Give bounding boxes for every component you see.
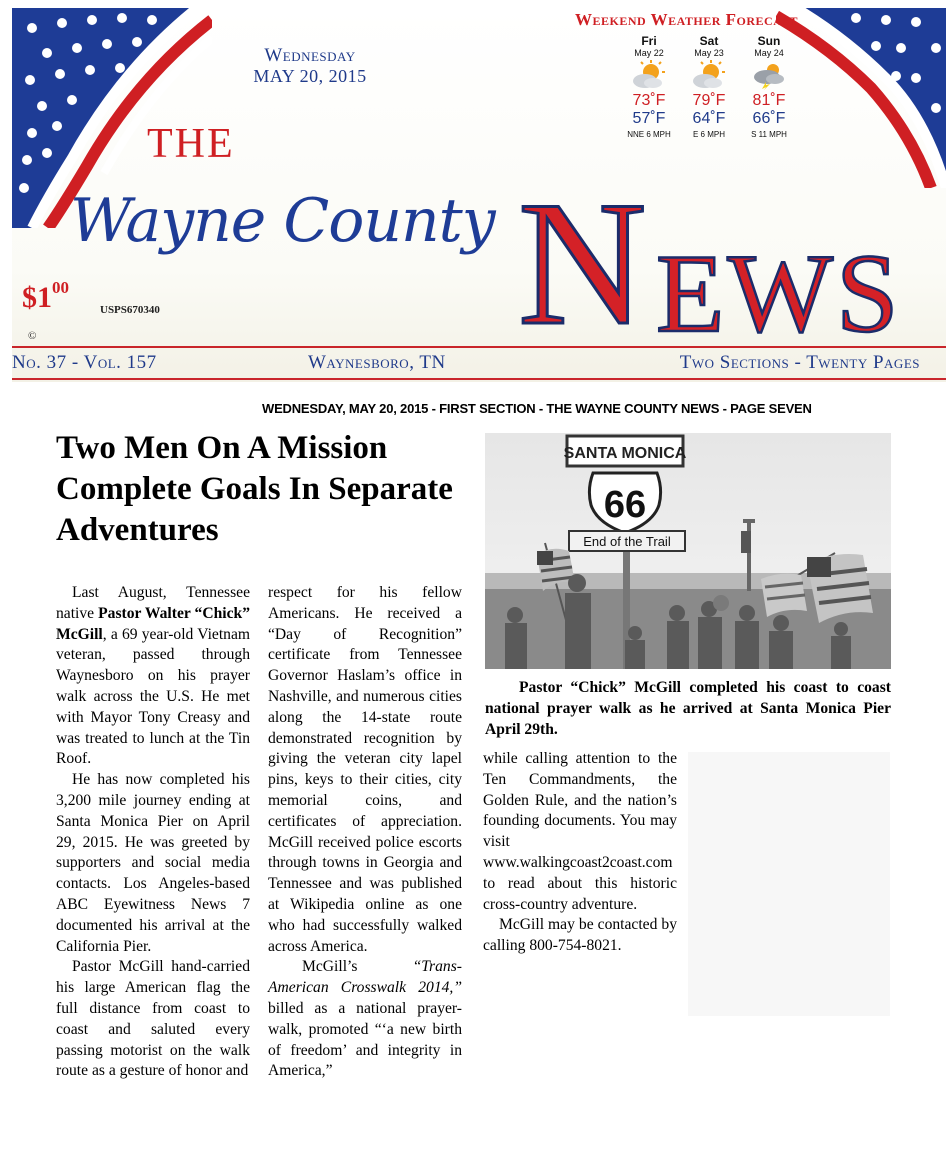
text-run: billed as a national prayer-walk, promoted “‘a new birth of freedom’ and integrity in America,” [268,999,462,1080]
weather-wind: E 6 MPH [692,130,725,139]
faded-article-text [483,1022,891,1160]
weather-day-name: Sun [757,34,781,48]
storm-cloud-icon [751,60,787,90]
article-paragraph: while calling attention to the Ten Commandments, the Golden Rule, and the nation’s founding documents. You may visit www.walkingcoast2coast.com to read about this historic cross-country adventure. [483,750,677,913]
article-paragraph: Pastor McGill hand-carried his large American flag the full distance from coast to coast and saluted every passing motorist on the walk route as a gesture of honor and [56,958,250,1080]
issue-number: No. 37 - Vol. 157 [12,352,157,373]
walk-title: “Trans-American Crosswalk 2014,” [268,958,462,997]
weather-day-fri [619,34,679,139]
weather-wind: NNE 6 MPH [627,130,671,139]
copyright-icon: © [28,330,37,342]
photo-caption: Pastor “Chick” McGill completed his coast to coast national prayer walk as he arrived at Santa Monica Pier April 29th. [485,679,891,738]
weather-low: 66˚F [752,110,786,127]
masthead-info-bar [12,346,946,380]
flag-bunting-right [776,8,946,188]
text-run: Last August, Tennessee native [56,584,250,622]
sign-route-number: 66 [603,484,647,526]
article-photo [485,433,891,669]
weather-high: 73˚F [632,92,666,109]
masthead-county: Wayne County [70,186,495,256]
weather-high: 79˚F [692,92,726,109]
masthead-news-n: N [518,164,647,362]
partly-sunny-icon [691,60,727,90]
person-name: Pastor Walter “Chick” McGill [56,604,251,643]
usps-number: USPS670340 [100,304,160,316]
weather-day-sat [679,34,739,139]
location: Waynesboro, TN [308,352,446,373]
text-run: , a 69 year-old Vietnam veteran, passed through Waynesboro on his prayer walk across the U.S. He met with Mayor Tony Creasy and was treated to lunch at the Tin Roof. [56,625,250,768]
issue-date-text: MAY 20, 2015 [253,66,367,86]
article-paragraph: respect for his fellow Americans. He received a “Day of Recognition” certificate from Tennessee Governor Haslam’s office in Nashville, and numerous cities along the 14-state route demonstrated recognition by giving the veteran city lapel pins, keys to their cities, city memorial coins, and certificates of appreciation. McGill received police escorts through towns in Georgia and Tennessee and was published at Wikipedia online as one who had successfully walked across America. [268,584,462,955]
sign-text-top: SANTA MONICA [563,445,687,462]
text-run: McGill’s [302,958,413,976]
weather-day-date: May 24 [754,48,784,58]
article-headline: Two Men On A Mission Complete Goals In Separate Adventures [56,430,453,548]
faded-image-placeholder [688,752,890,1016]
weather-day-date: May 22 [634,48,664,58]
weather-title: Weekend Weather Forecast [575,10,799,29]
weather-wind: S 11 MPH [751,130,787,139]
masthead-the: THE [147,121,235,167]
weather-day-sun [739,34,799,139]
weather-high: 81˚F [752,92,786,109]
article-paragraph: He has now completed his 3,200 mile journey ending at Santa Monica Pier on April 29, 2015. He was greeted by supporters and social media contacts. Los Angeles-based ABC Eyewitness News 7 documented his arrival at the California Pier. [56,771,250,955]
price-cents: 00 [52,278,69,297]
price-dollar: $1 [22,281,52,314]
weather-low: 64˚F [692,110,726,127]
issue-date [240,46,380,86]
price [22,278,69,315]
weather-day-name: Fri [641,34,657,48]
masthead [12,8,946,382]
section-count: Two Sections - Twenty Pages [679,352,920,373]
issue-weekday: Wednesday [264,45,356,66]
weather-day-date: May 23 [694,48,724,58]
sign-text-bottom: End of the Trail [583,534,671,549]
page-header: WEDNESDAY, MAY 20, 2015 - FIRST SECTION - THE WAYNE COUNTY NEWS - PAGE SEVEN [262,401,812,416]
article-column-2 [268,583,462,1082]
masthead-news-ews: EWS [656,232,902,356]
article-paragraph [56,583,250,770]
weather-day-name: Sat [699,34,719,48]
weather-low: 57˚F [632,110,666,127]
partly-sunny-icon [631,60,667,90]
article-column-3 [483,749,677,957]
article-column-1 [56,583,250,1082]
article-paragraph: McGill may be contacted by calling 800-754-8021. [483,916,677,955]
weather-forecast [615,34,800,164]
article-paragraph [268,957,462,1082]
